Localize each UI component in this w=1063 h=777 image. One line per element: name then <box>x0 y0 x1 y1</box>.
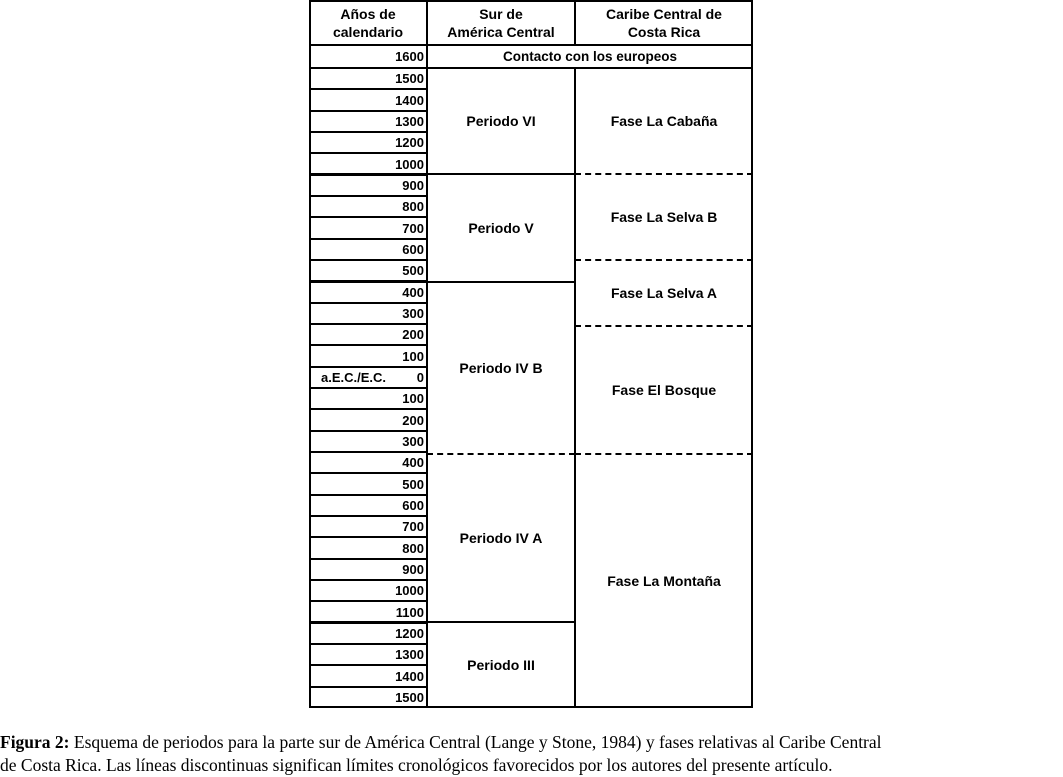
year-rule <box>309 110 427 112</box>
header-caribbean-line1: Caribe Central de <box>606 5 722 22</box>
year-value: 500 <box>402 263 424 278</box>
year-cell <box>309 409 427 431</box>
year-value: 1200 <box>395 135 424 150</box>
year-cell <box>309 367 427 388</box>
year-value: 600 <box>402 242 424 257</box>
year-rule <box>309 238 427 240</box>
year-value: 1500 <box>395 690 424 705</box>
year-value: 1100 <box>395 604 424 620</box>
caption-text-1: Esquema de periodos para la parte sur de América Central (Lange y Stone, 1984) y fases relativas al Caribe Central <box>69 732 882 752</box>
year-rule <box>309 494 427 496</box>
year-value: 900 <box>402 562 424 577</box>
year-value: 700 <box>402 220 424 236</box>
year-rule <box>309 600 427 602</box>
year-cell <box>309 495 427 516</box>
year-value: 600 <box>402 498 424 513</box>
year-cell <box>309 687 427 708</box>
year-rule <box>309 152 427 154</box>
phase-boundary-cabana-selvab <box>575 173 753 175</box>
header-years-line2: calendario <box>332 23 404 40</box>
year-value: 100 <box>402 391 424 406</box>
table-border-right <box>751 0 753 708</box>
chronology-table <box>309 0 753 708</box>
figure-caption <box>0 731 1063 777</box>
year-rule <box>309 664 427 666</box>
year-value: 1400 <box>395 668 424 684</box>
period-boundary-ivb-iva-dashed <box>427 453 575 455</box>
year-rule <box>309 88 427 90</box>
year-value: 900 <box>402 178 424 193</box>
year-cell <box>309 388 427 409</box>
phase-boundary-selvaa-bosque <box>575 325 753 327</box>
phase-la-montana: Fase La Montaña <box>607 573 721 589</box>
year-value: 0 <box>416 370 424 385</box>
year-cell <box>309 132 427 153</box>
year-value: 200 <box>402 412 424 428</box>
phase-el-bosque: Fase El Bosque <box>611 382 717 398</box>
year-cell <box>309 580 427 601</box>
year-cell <box>309 559 427 580</box>
year-value: 100 <box>402 348 424 364</box>
header-years-line1: Años de <box>340 5 396 22</box>
year-cell <box>309 153 427 175</box>
header-caribbean-costa-rica <box>575 0 753 45</box>
year-cell <box>309 89 427 111</box>
year-cell <box>309 516 427 537</box>
year-cell-contact: 1600 <box>395 49 424 64</box>
year-rule <box>309 579 427 581</box>
header-rule <box>309 44 753 46</box>
year-cell <box>309 623 427 644</box>
year-cell <box>309 196 427 217</box>
year-rule <box>309 387 427 389</box>
year-value: 1000 <box>395 583 424 598</box>
year-cell <box>309 452 427 473</box>
year-cell <box>309 281 427 303</box>
year-rule <box>309 216 427 218</box>
divider-south-caribbean <box>574 67 576 708</box>
year-rule <box>309 344 427 346</box>
period-iii: Periodo III <box>467 657 535 673</box>
year-value: 800 <box>402 199 424 214</box>
header-south-line1: Sur de <box>479 5 523 22</box>
year-rule <box>309 259 427 261</box>
year-value: 300 <box>402 306 424 321</box>
year-rule <box>309 302 427 304</box>
year-cell <box>309 239 427 260</box>
year-cell <box>309 431 427 452</box>
year-value: 1000 <box>395 156 424 172</box>
year-cell <box>309 260 427 281</box>
phase-boundary-bosque-montana <box>575 453 753 455</box>
caption-line-2: de Costa Rica. Las líneas discontinuas significan límites cronológicos favorecidos por los autores del presente artículo. <box>0 755 833 775</box>
year-rule <box>309 536 427 538</box>
year-cell <box>309 665 427 687</box>
year-cell <box>309 111 427 132</box>
header-south-line2: América Central <box>447 23 555 40</box>
year-rule <box>309 195 427 197</box>
year-value: 1300 <box>395 114 424 129</box>
year-cell <box>309 644 427 665</box>
table-border-top <box>309 0 753 2</box>
divider-south-caribbean-top <box>574 0 576 45</box>
header-years <box>309 0 427 45</box>
year-value: 200 <box>402 327 424 342</box>
year-rule <box>309 366 427 368</box>
year-value: 300 <box>402 434 424 449</box>
year-value: 1300 <box>395 647 424 662</box>
contact-label: Contacto con los europeos <box>502 49 678 64</box>
year-rule <box>309 323 427 325</box>
phase-la-selva-b: Fase La Selva B <box>610 209 718 225</box>
year-rule <box>309 408 427 410</box>
era-marker: a.E.C./E.C. <box>321 370 387 385</box>
year-rule <box>309 515 427 517</box>
year-cell <box>309 217 427 239</box>
year-cell <box>309 537 427 559</box>
table-border-bottom <box>309 706 753 708</box>
year-cell <box>309 324 427 345</box>
year-cell <box>309 601 427 623</box>
table-border-left <box>309 0 311 708</box>
phase-la-selva-a: Fase La Selva A <box>610 285 718 301</box>
year-value: 1500 <box>395 71 424 86</box>
year-value: 400 <box>402 284 424 300</box>
year-value: 1200 <box>395 626 424 641</box>
period-iv-a: Periodo IV A <box>459 530 543 546</box>
period-iv-b: Periodo IV B <box>459 360 543 376</box>
year-value: 400 <box>402 455 424 470</box>
year-rule <box>309 686 427 688</box>
year-rule <box>309 451 427 453</box>
contact-rule <box>309 67 753 69</box>
year-value: 700 <box>402 519 424 534</box>
year-cell <box>309 345 427 367</box>
year-rule <box>309 643 427 645</box>
year-cell <box>309 68 427 89</box>
year-value: 800 <box>402 540 424 556</box>
year-rule <box>309 558 427 560</box>
phase-boundary-selvab-selvaa <box>575 259 753 261</box>
period-v: Periodo V <box>468 220 534 236</box>
year-rule <box>309 472 427 474</box>
phase-la-cabana: Fase La Cabaña <box>610 113 718 129</box>
period-boundary-v-ivb <box>309 281 575 283</box>
header-caribbean-line2: Costa Rica <box>627 23 701 40</box>
year-value: 500 <box>402 476 424 492</box>
period-boundary-iva-iii <box>309 621 575 623</box>
period-boundary-vi-v <box>309 173 575 175</box>
caption-line-1 <box>0 731 1063 754</box>
divider-years-south <box>426 0 428 708</box>
caption-label: Figura 2: <box>0 732 70 752</box>
year-cell <box>309 175 427 196</box>
year-rule <box>309 430 427 432</box>
year-value: 1400 <box>395 92 424 108</box>
year-cell <box>309 473 427 495</box>
period-vi: Periodo VI <box>466 113 536 129</box>
year-rule <box>309 131 427 133</box>
year-cell <box>309 303 427 324</box>
header-south-central-america <box>427 0 575 45</box>
